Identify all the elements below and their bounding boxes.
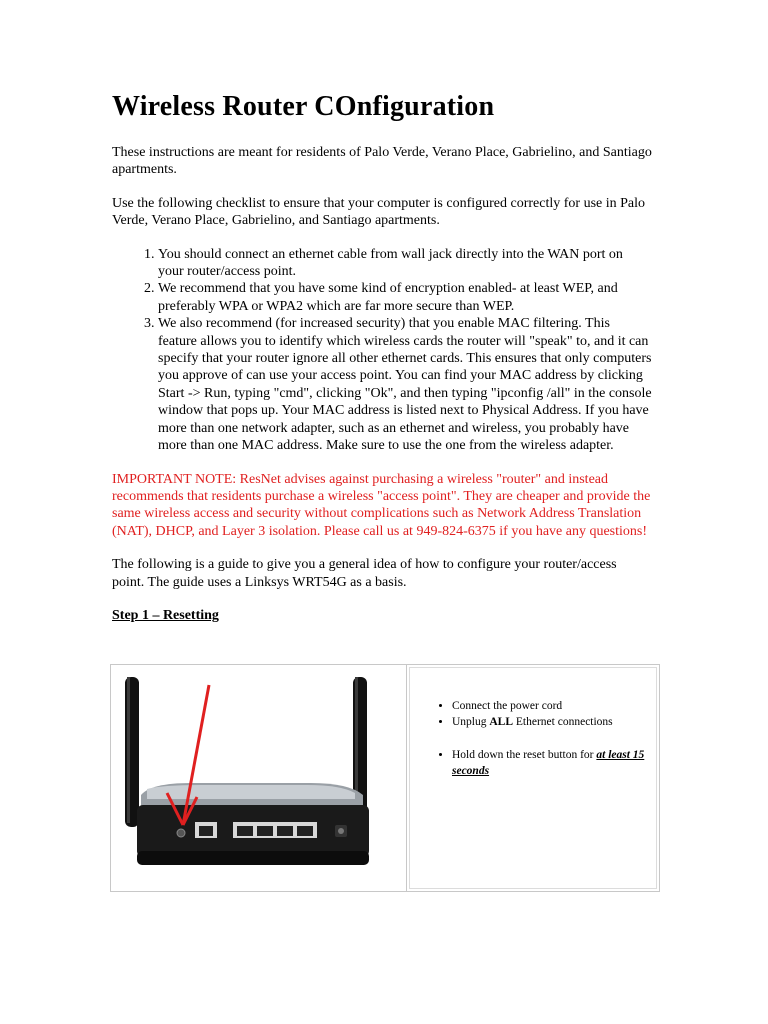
reset-button bbox=[177, 829, 185, 837]
step1-table bbox=[110, 664, 660, 892]
step1-instructions bbox=[409, 667, 657, 889]
intro-paragraph: These instructions are meant for residents of Palo Verde, Verano Place, Gabrielino, and Santiago apartments. bbox=[112, 145, 652, 178]
important-note: IMPORTANT NOTE: ResNet advises against purchasing a wireless "router" and instead recommends that residents purchase a wireless "access point". They are cheaper and provide the same wireless access and security without complications such as Network Address Translation (NAT), DHCP, and Layer 3 isolation. Please call us at 949-824-6375 if you have any questions! bbox=[112, 471, 651, 539]
bullet-reset: • Hold down the reset button for at least 15 seconds bbox=[452, 747, 646, 779]
step1-heading: Step 1 – Resetting bbox=[112, 607, 219, 623]
checklist bbox=[112, 246, 652, 455]
step1-bullets bbox=[428, 698, 646, 779]
checklist-paragraph: Use the following checklist to ensure that your computer is configured correctly for use in Palo Verde, Verano Place, Gabrielino, and Santiago apartments. bbox=[112, 195, 646, 229]
checklist-item: 1. You should connect an ethernet cable from wall jack directly into the WAN port on your router/access point. bbox=[158, 246, 652, 281]
guide-paragraph: The following is a guide to give you a general idea of how to configure your router/access point. The guide uses a Linksys WRT54G as a basis. bbox=[112, 557, 617, 590]
checklist-item: 2. We recommend that you have some kind of encryption enabled- at least WEP, and preferably WPA or WPA2 which are far more secure than WEP. bbox=[158, 280, 652, 315]
document-title: Wireless Router COnfiguration bbox=[112, 91, 495, 122]
router-illustration bbox=[111, 665, 405, 891]
bullet-power-cord: • Connect the power cord bbox=[452, 698, 646, 714]
router-image bbox=[111, 665, 407, 891]
checklist-item: 3. We also recommend (for increased security) that you enable MAC filtering. This feature allows you to identify which wireless cards the router will "speak" to, and it can specify that your router ignore all other ethernet cards. This ensures that only computers you approve of can use your access point. You can find your MAC address by clicking Start -> Run, typing "cmd", clicking "Ok", and then typing "ipconfig /all" in the console window that pops up. Your MAC address is listed next to Physical Address. If you have more than one network adapter, such as an ethernet and wireless, you probably have more than one MAC address. Make sure to use the one from the wireless adapter. bbox=[158, 315, 652, 454]
lan-ports bbox=[233, 822, 317, 838]
document-page bbox=[112, 90, 652, 628]
bullet-unplug: • Unplug ALL Ethernet connections bbox=[452, 714, 646, 730]
